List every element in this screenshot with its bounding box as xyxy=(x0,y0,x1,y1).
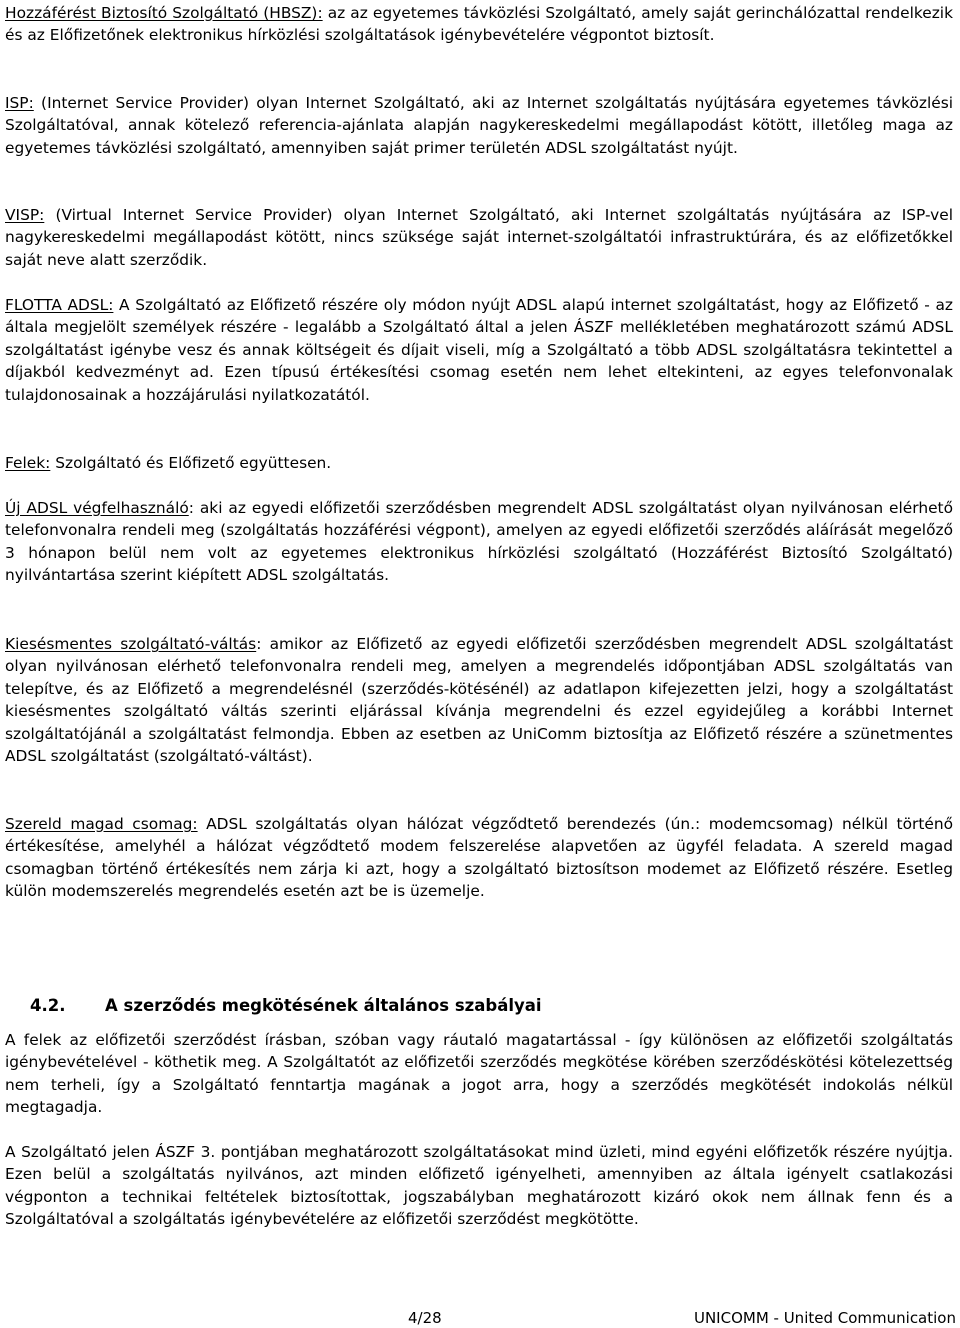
definition-term: Hozzáférést Biztosító Szolgáltató (HBSZ): xyxy=(5,4,323,22)
section-heading xyxy=(30,995,542,1017)
definition-term: Kiesésmentes szolgáltató-váltás xyxy=(5,635,257,653)
definition-kiesesmentes xyxy=(5,633,953,767)
section-number: 4.2. xyxy=(30,996,66,1015)
definition-term: FLOTTA ADSL: xyxy=(5,296,114,314)
page-number: 4/28 xyxy=(408,1309,442,1327)
section-paragraph: A felek az előfizetői szerződést írásban, szóban vagy ráutaló magatartással - így különösen az előfizetői szolgáltatás igénybevételével - köthetik meg. A Szolgáltatót az előfizetői szerződés megkötése körében szerződéskötési kötelezettség nem terheli, így a Szolgáltató fenntartja magának a jogot arra, hogy a szerződés megkötését indokolás nélkül megtagadja. xyxy=(5,1031,953,1117)
definition-flotta-adsl xyxy=(5,294,953,406)
definition-text: Szolgáltató és Előfizető együttesen. xyxy=(50,454,332,472)
company-name: UNICOMM - United Communication xyxy=(693,1309,956,1327)
definition-visp xyxy=(5,204,953,271)
definition-text: A Szolgáltató az Előfizető részére oly módon nyújt ADSL alapú internet szolgáltatást, hogy az Előfizető - az általa megjelölt személyek részére - legalább a Szolgáltató által a jelen ÁSZF mellékletében meghatározott számú ADSL szolgáltatást igénybe vesz és annak költségeit és díjait viseli, míg a Szolgáltató a több ADSL szolgáltatásra tekintettel a díjakból kedvezményt ad. Ezen típusú értékesítési csomag esetén nem lehet eltekinteni, az egyes telefonvonalak tulajdonosainak a hozzájárulási nyilatkozatától. xyxy=(5,296,953,404)
definition-text: : aki az egyedi előfizetői szerződésben megrendelt ADSL szolgáltatást olyan nyilvánosan elérhető telefonvonalra rendeli meg (szolgáltatás hozzáférési végpont), amelyen az egyedi előfizetői szerződés aláírását megelőző 3 hónapon belül nem volt az egyetemes elektronikus hírközlési szolgáltató (Hozzáférést Biztosító Szolgáltató) nyilvántartása szerint kiépített ADSL szolgáltatás. xyxy=(5,499,953,585)
definition-text: (Virtual Internet Service Provider) olyan Internet Szolgáltató, aki Internet szolgáltatás nyújtására az ISP-vel nagykereskedelmi megállapodást kötött, nincs szüksége saját internet-szolgáltatói infrastruktúrára, és az előfizetőkkel saját neve alatt szerződik. xyxy=(5,206,953,269)
definition-text: (Internet Service Provider) olyan Internet Szolgáltató, aki az Internet szolgáltatás nyújtására egyetemes távközlési Szolgáltatóval, annak kötelező referencia-ajánlata alapján nagykereskedelmi megállapodást kötött, illetőleg maga az egyetemes távközlési szolgáltató, amennyiben saját primer területén ADSL szolgáltatást nyújt. xyxy=(5,94,953,157)
definition-text: az az egyetemes távközlési Szolgáltató, amely saját gerinchálózattal rendelkezik és az Előfizetőnek elektronikus hírközlési szolgáltatások igénybevételére végpontot biztosít. xyxy=(5,4,953,45)
definition-szereld-magad xyxy=(5,813,953,903)
definition-felek xyxy=(5,452,331,474)
definition-term: Szereld magad csomag: xyxy=(5,815,198,833)
definition-term: VISP: xyxy=(5,206,45,224)
definition-term: Új ADSL végfelhasználó xyxy=(5,499,189,517)
definition-text: ADSL szolgáltatás olyan hálózat végződtető berendezés (ún.: modemcsomag) nélkül történő értékesítése, amelyhél a hálózat végződtető modem felszerelése alapvetően az ügyfél feladata. A szereld magad csomagban történő értékesítés nem zárja ki azt, hogy a szolgáltató biztosítson modemet az Előfizető részére. Esetleg külön modemszerelés megrendelés esetén azt be is üzemelje. xyxy=(5,815,953,901)
definition-term: ISP: xyxy=(5,94,34,112)
definition-isp xyxy=(5,92,953,159)
section-paragraph: A Szolgáltató jelen ÁSZF 3. pontjában meghatározott szolgáltatásokat mind üzleti, mind egyéni előfizetők részére nyújtja. Ezen belül a szolgáltatás nyilvános, azt minden előfizető igényelheti, amennyiben az általa igényelt csatlakozási végponton a technikai feltételek biztosítottak, jogszabályban meghatározott kizáró okok nem állnak fenn és a Szolgáltatóval a szolgáltatás igénybevételére az előfizetői szerződést megkötötte. xyxy=(5,1143,953,1229)
section-title: A szerződés megkötésének általános szabályai xyxy=(105,996,542,1015)
definition-text: : amikor az Előfizető az egyedi előfizetői szerződésben megrendelt ADSL szolgáltatást olyan nyilvánosan elérhető telefonvonalra rendeli meg, amelyen a megrendelés időpontjában ADSL szolgáltatás van telepítve, és az Előfizető a megrendelésnél (szerződés-kötésénél) az adatlapon kifejezetten jelzi, hogy a szolgáltatást kiesésmentes szolgáltató váltás szerinti eljárással kívánja megrendelni és ezzel egyidejűleg a korábbi Internet szolgáltatójánál a szolgáltatást felmondja. Ebben az esetben az UniComm biztosítja az Előfizető részére a szünetmentes ADSL szolgáltatást (szolgáltató-váltást). xyxy=(5,635,953,766)
definition-term: Felek: xyxy=(5,454,51,472)
definition-hbsz xyxy=(5,2,953,47)
definition-uj-adsl xyxy=(5,497,953,587)
page-footer xyxy=(0,1308,960,1328)
